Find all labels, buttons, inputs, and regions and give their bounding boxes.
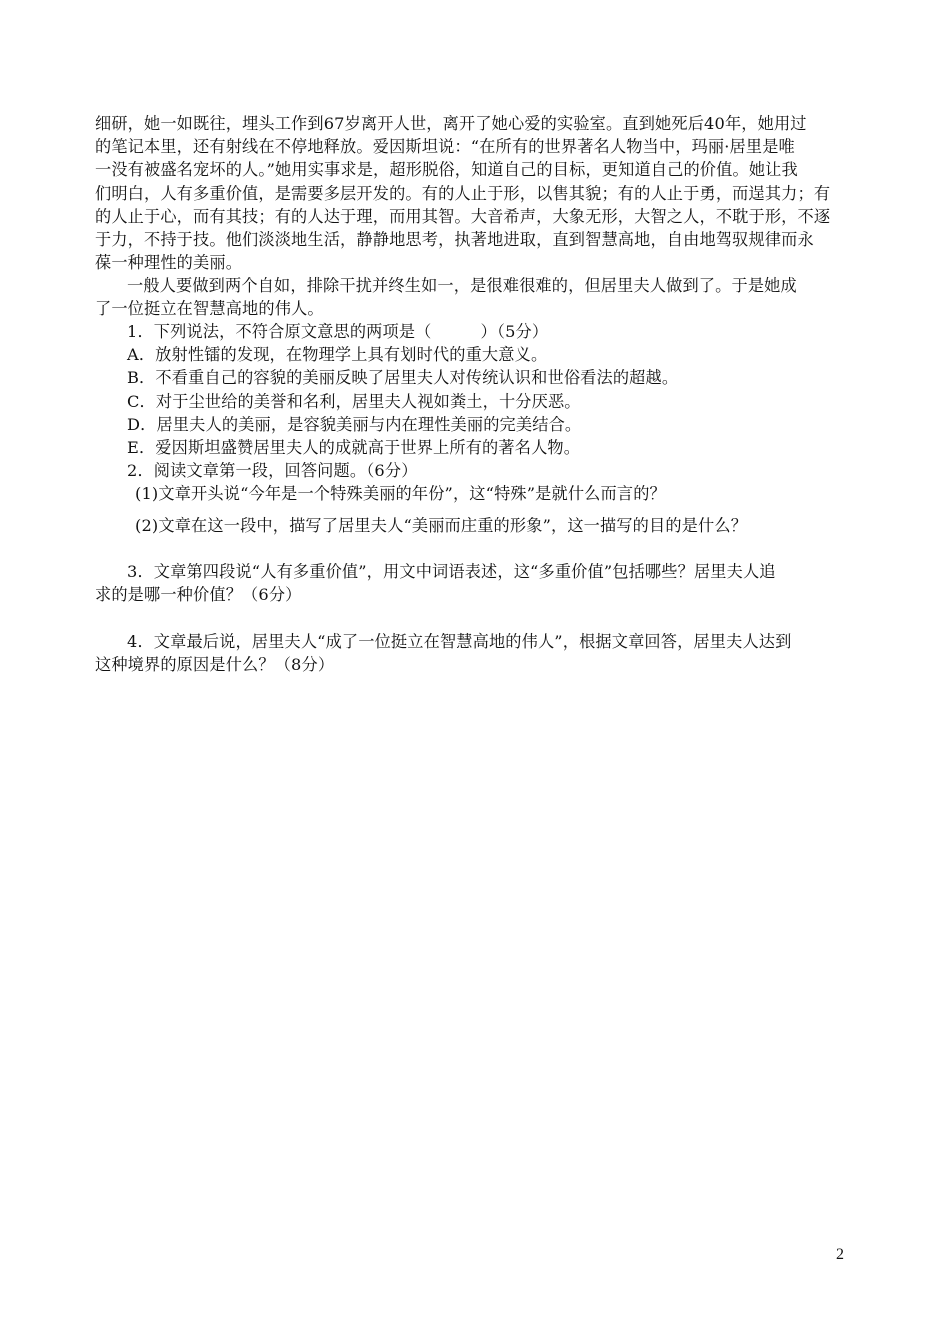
question-1 xyxy=(95,320,855,506)
question-2-sub-2: (2)文章在这一段中，描写了居里夫人“美丽而庄重的形象”，这一描写的目的是什么？ xyxy=(135,516,748,535)
question-4-line: 4．文章最后说，居里夫人“成了一位挺立在智慧高地的伟人”，根据文章回答，居里夫人达到 xyxy=(127,632,792,651)
question-4-line: 这种境界的原因是什么？（8分） xyxy=(95,655,335,675)
paragraph-line: 们明白，人有多重价值，是需要多层开发的。有的人止于形，以售其貌；有的人止于勇，而逞其力；有 xyxy=(95,183,831,203)
option-a: A．放射性镭的发现，在物理学上具有划时代的重大意义。 xyxy=(127,345,548,365)
paragraph-line: 一般人要做到两个自如，排除干扰并终生如一，是很难很难的，但居里夫人做到了。于是她成 xyxy=(127,276,797,295)
page-number: 2 xyxy=(836,1246,844,1263)
question-2-sub-2-block xyxy=(95,514,855,537)
question-1-stem: 1．下列说法，不符合原文意思的两项是（ ）（5分） xyxy=(127,322,549,341)
question-2-sub-1: (1)文章开头说“今年是一个特殊美丽的年份”，这“特殊”是就什么而言的？ xyxy=(135,484,666,504)
option-e: E．爱因斯坦盛赞居里夫人的成就高于世界上所有的著名人物。 xyxy=(127,437,581,457)
paragraph-line: 于力，不持于技。他们淡淡地生活，静静地思考，执著地进取，直到智慧高地，自由地驾驭规律而永 xyxy=(95,229,814,249)
question-2-stem: 2．阅读文章第一段，回答问题。（6分） xyxy=(127,461,418,481)
final-paragraph xyxy=(95,274,855,320)
question-3-line: 3．文章第四段说“人有多重价值”，用文中词语表述，这“多重价值”包括哪些？居里夫人追 xyxy=(127,562,776,581)
main-paragraph xyxy=(95,112,855,274)
option-b: B．不看重自己的容貌的美丽反映了居里夫人对传统认识和世俗看法的超越。 xyxy=(127,368,679,388)
question-3 xyxy=(95,560,855,606)
question-3-line: 求的是哪一种价值？（6分） xyxy=(95,585,302,605)
paragraph-line: 了一位挺立在智慧高地的伟人。 xyxy=(95,299,324,319)
option-c: C．对于尘世给的美誉和名利，居里夫人视如粪土，十分厌恶。 xyxy=(127,391,581,411)
paragraph-line: 一没有被盛名宠坏的人。”她用实事求是，超形脱俗，知道自己的目标，更知道自己的价值。她让我 xyxy=(95,160,798,180)
paragraph-line: 葆一种理性的美丽。 xyxy=(95,253,243,273)
question-4 xyxy=(95,630,855,676)
option-d: D．居里夫人的美丽，是容貌美丽与内在理性美丽的完美结合。 xyxy=(127,414,582,434)
paragraph-line: 细研，她一如既往，埋头工作到67岁离开人世，离开了她心爱的实验室。直到她死后40年，她用过 xyxy=(95,114,807,133)
paragraph-line: 的人止于心，而有其技；有的人达于理，而用其智。大音希声，大象无形，大智之人，不耽于形，不逐 xyxy=(95,206,831,226)
paragraph-line: 的笔记本里，还有射线在不停地释放。爱因斯坦说：“在所有的世界著名人物当中，玛丽·居里是唯 xyxy=(95,137,795,157)
